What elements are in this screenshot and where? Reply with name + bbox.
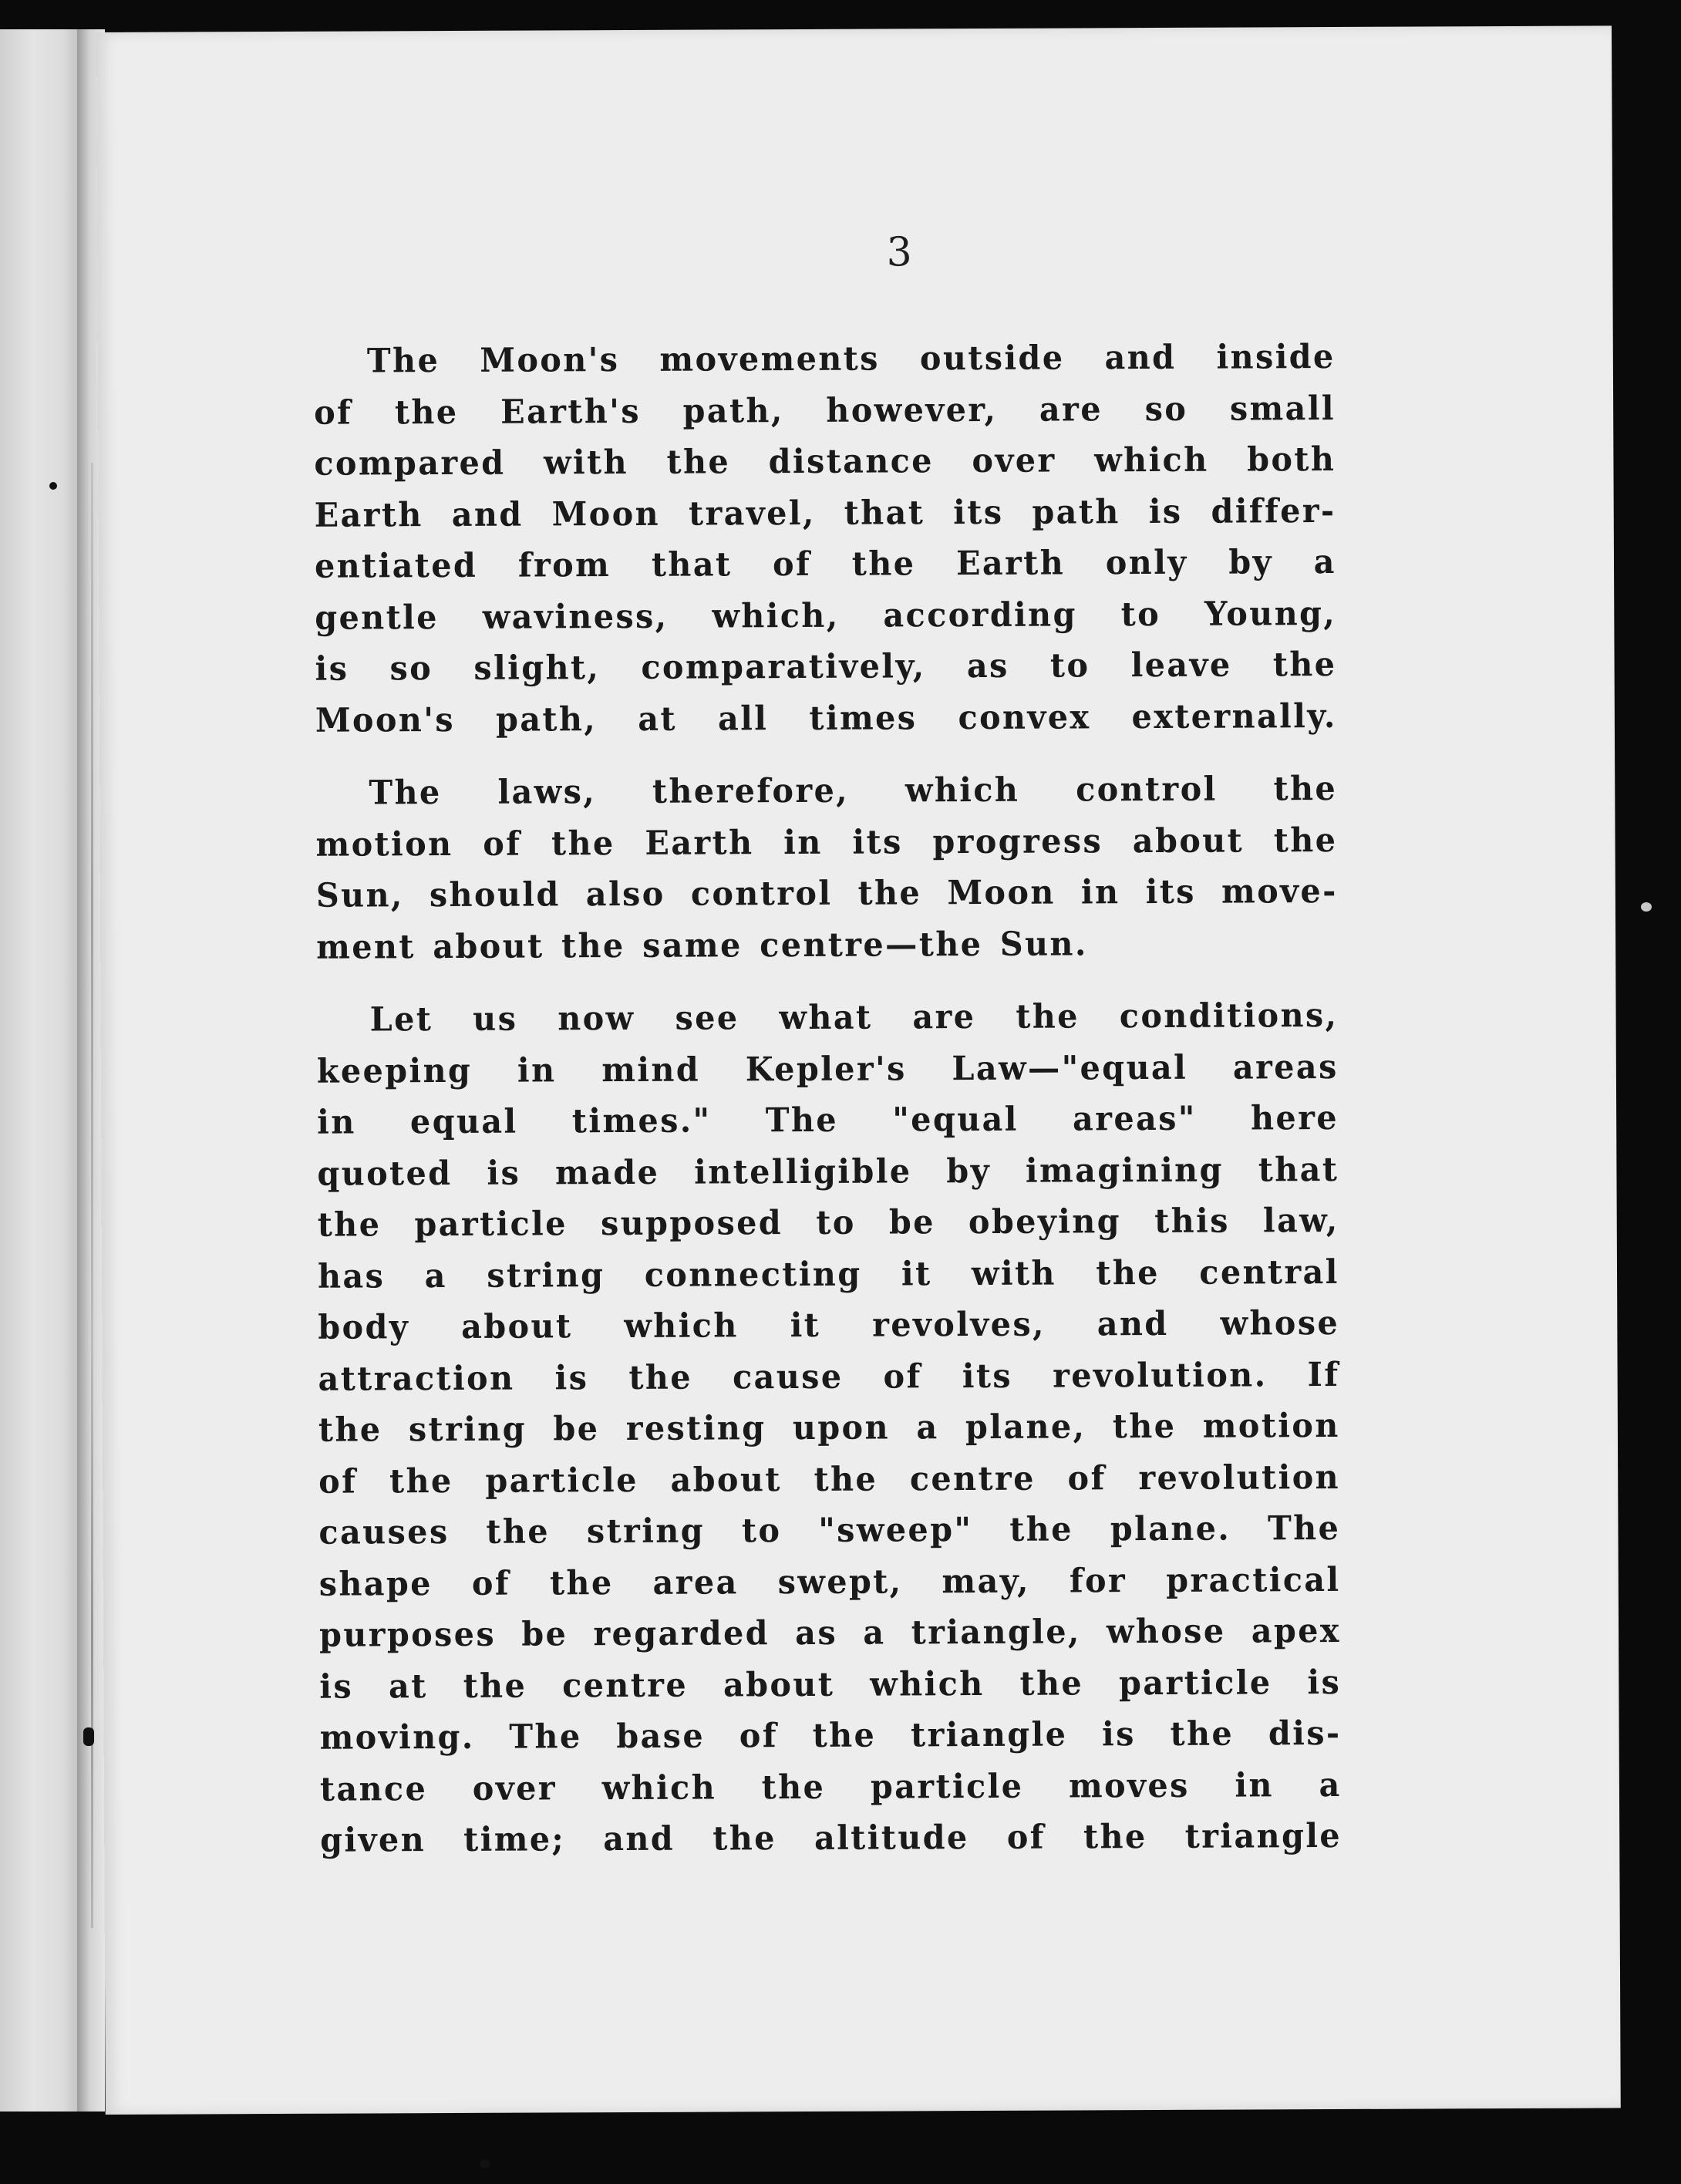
text-line: ment about the same centre—the Sun. — [316, 924, 1088, 967]
text-line: Moon's path, at all times convex externally. — [315, 696, 1337, 740]
text-line: quoted is made intelligible by imagining that — [317, 1150, 1339, 1194]
text-line: in equal times." The "equal areas" here — [317, 1098, 1339, 1142]
paragraph-1 — [314, 332, 1337, 747]
text-line: keeping in mind Kepler's Law—"equal areas — [316, 1047, 1339, 1091]
text-line: gentle waviness, which, according to Young, — [315, 594, 1337, 638]
text-line: Sun, should also control the Moon in its move- — [315, 871, 1338, 915]
document-page — [96, 25, 1621, 2115]
text-line: has a string connecting it with the central — [317, 1252, 1339, 1296]
body-text — [314, 332, 1342, 1888]
text-line: purposes be regarded as a triangle, whose apex — [318, 1611, 1341, 1655]
scan-speck — [1641, 902, 1652, 912]
text-line: given time; and the altitude of the triangle — [320, 1816, 1342, 1860]
binding-shadow — [91, 463, 93, 1928]
text-line: body about which it revolves, and whose — [318, 1303, 1340, 1347]
text-line: causes the string to "sweep" the plane. The — [318, 1508, 1341, 1552]
text-line: moving. The base of the triangle is the dis- — [319, 1714, 1342, 1758]
text-line: the string be resting upon a plane, the motion — [318, 1406, 1340, 1450]
text-line: compared with the distance over which both — [314, 440, 1336, 484]
page-number: 3 — [886, 229, 912, 276]
text-line: of the Earth's path, however, are so small — [314, 389, 1336, 433]
text-line: tance over which the particle moves in a — [319, 1765, 1342, 1809]
text-line: The Moon's movements outside and inside — [366, 337, 1336, 381]
paragraph-2 — [315, 763, 1338, 973]
text-line: shape of the area swept, may, for practical — [318, 1560, 1341, 1604]
text-line: Earth and Moon travel, that its path is differ- — [314, 491, 1336, 535]
text-line: The laws, therefore, which control the — [369, 769, 1338, 813]
scan-speck — [49, 482, 57, 490]
paragraph-3 — [316, 990, 1342, 1866]
text-line: motion of the Earth in its progress about the — [315, 821, 1338, 865]
facing-page-edge — [0, 29, 83, 2112]
scan-speck — [83, 1727, 94, 1746]
text-line: is at the centre about which the particle is — [319, 1663, 1342, 1707]
text-line: of the particle about the centre of revolution — [318, 1458, 1341, 1502]
text-line: Let us now see what are the conditions, — [369, 996, 1339, 1040]
text-line: the particle supposed to be obeying this law, — [317, 1201, 1339, 1245]
text-line: is so slight, comparatively, as to leave the — [315, 645, 1337, 689]
text-line: entiated from that of the Earth only by a — [314, 542, 1336, 586]
text-line: attraction is the cause of its revolution. If — [318, 1355, 1340, 1399]
scan-speck — [480, 2159, 490, 2169]
